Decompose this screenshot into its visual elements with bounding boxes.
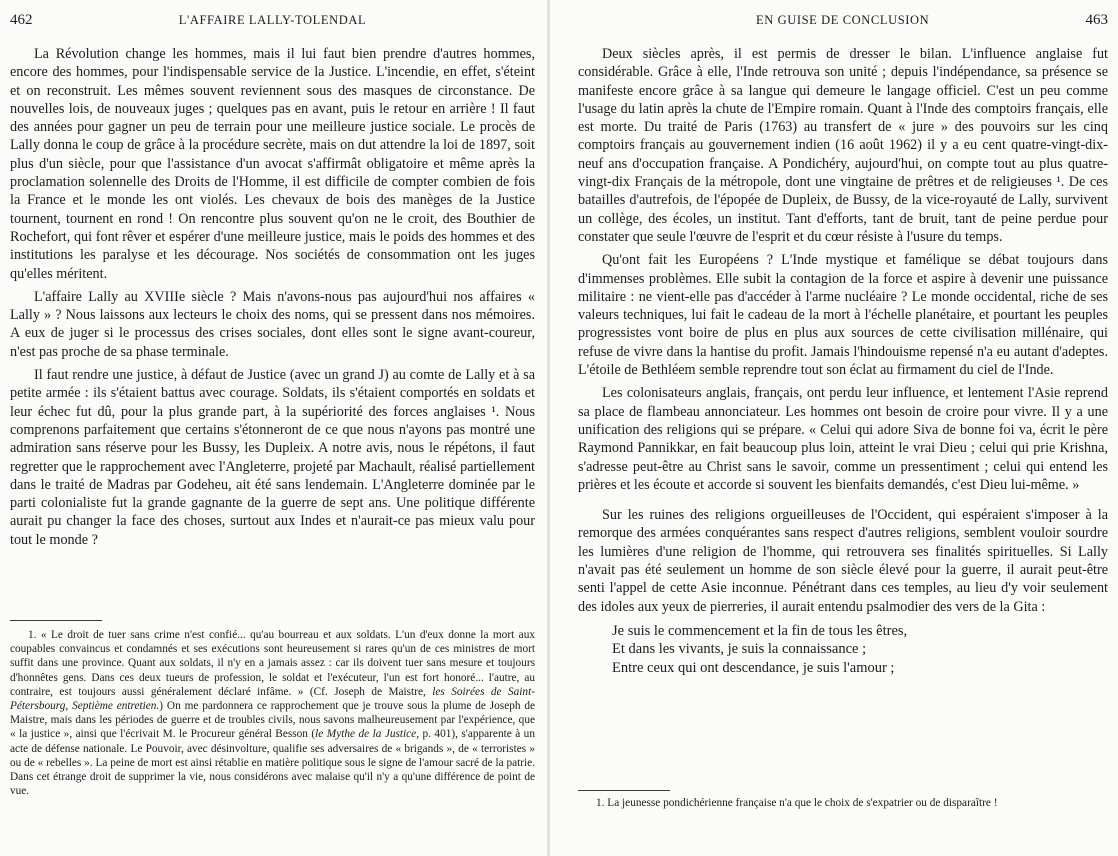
right-paragraph-4: Sur les ruines des religions orgueilleuses de l'Occident, qui espéraient s'imposer à la remorque des armées conquérantes sans respect d'autres religions, semblent vouloir sourdre les lumières d'une religion de l'homme, qui retrouvera ses finalités spirituelles. Si Lally n'avait pas été seulement un homme de son siècle élevé pour la guerre, il aurait peut-être senti l'appel de cette Asie inconnue. Pénétrant dans ces temples, au lieu d'y voir seulement des idoles aux yeux de pierreries, il aurait entendu psalmodier des vers de la Gita : (578, 507, 1108, 615)
right-footnote-text: 1. La jeunesse pondichérienne française n'a que le choix de s'expatrier ou de disparaître ! (596, 797, 998, 809)
gita-verse-line-2: Et dans les vivants, je suis la connaissance ; (612, 641, 867, 658)
right-running-head (578, 10, 1108, 32)
right-body-text (578, 45, 1108, 677)
left-footnote-part-1: 1. « Le droit de tuer sans crime n'est confié... qu'au bourreau et aux soldats. L'un d'eux donne la mort aux coupables convaincus et condamnés et ses exécutions sont heureusement si rares qu'un de ces ministres de mort suffit dans une province. Quant aux soldats, il n'y en a jamais assez : car ils doivent tuer sans mesure et toujours d'honnêtes gens. Dans ces deux tueurs de profession, le soldat et l'exécuteur, l'un est fort honoré... l'autre, au contraire, est toujours aussi généralement déclaré infâme. » (Cf. Joseph de Maistre, (10, 629, 535, 698)
right-page (578, 0, 1108, 856)
right-footnote-rule (578, 790, 670, 791)
right-footnote (578, 796, 1108, 810)
left-paragraph-2: L'affaire Lally au XVIIIe siècle ? Mais n'avons-nous pas aujourd'hui nos affaires « Lally » ? Nous laissons aux lecteurs le choix des noms, qui se pressent dans nos mémoires. A eux de juger si le processus des crises sociales, dont elles sont le signe avant-coureur, n'est pas proche de sa phase terminale. (10, 288, 535, 360)
left-running-head (10, 10, 535, 32)
left-body-text (10, 45, 535, 554)
left-footnote-part-3: , p. 401), s'apparente à un acte de défense nationale. Le Pouvoir, avec désinvolture, qualifie ses adversaires de « brigands », de « terroristes » ou de « rebelles ». La peine de mort est ainsi rétablie en matière politique sous le signe de l'amour sacré de la patrie. Dans cet étrange droit de supprimer la vie, nous considérons avec malaise qu'il n'y a qu'une différence de point de vue. (10, 728, 535, 798)
gita-verse (612, 622, 1108, 677)
book-gutter (547, 0, 550, 856)
gita-verse-line-3: Entre ceux qui ont descendance, je suis l'amour ; (612, 659, 895, 676)
right-paragraph-1: Deux siècles après, il est permis de dresser le bilan. L'influence anglaise fut considérable. Grâce à elle, l'Inde retrouva son unité ; depuis l'indépendance, sa présence se manifeste encore grâce à sa langue qui demeure le langage officiel. C'est un peu comme l'usage du latin après la chute de l'Empire romain. Quant à l'Inde des comptoirs français, elle est morte. Du traité de Paris (1763) au transfert de « jure » des pouvoirs sur les cinq comptoirs français au gouvernement indien (16 août 1962) il y a eu cent quatre-vingt-dix-neuf ans d'occupation française. A Pondichéry, aujourd'hui, on compte tout au plus quatre-vingt-dix Français de la métropole, dont une vingtaine de prêtres et de religieuses ¹. De ces batailles d'autrefois, de l'épopée de Dupleix, de Bussy, de la vice-royauté de Lally, survivent un collège, des écoles, un institut. Tant d'efforts, tant de bruit, tant de peine perdue pour constater que seule l'œuvre de l'esprit et du cœur résiste à l'usure du temps. (578, 46, 1108, 245)
left-page (10, 0, 535, 856)
right-running-title: EN GUISE DE CONCLUSION (756, 13, 930, 27)
left-footnote-rule (10, 620, 102, 621)
left-footnote (10, 628, 535, 798)
left-paragraph-1: La Révolution change les hommes, mais il lui faut bien prendre d'autres hommes, encore des hommes, pour l'indispensable service de la Justice. L'incendie, en effet, s'éteint et on reconstruit. Les mêmes souvent reviennent sous des masques de circonstance. De nouvelles lois, de nouveaux juges ; quelques pas en avant, puis le retour en arrière ! Il faut des années pour gagner un peu de terrain pour une meilleure justice sociale. Le procès de Lally donna le coup de grâce à la procédure secrète, mais on dut attendre la loi de 1897, soit plus d'un siècle, pour que l'assistance d'un avocat s'affirmât obligatoire et même après la proclamation solennelle des Droits de l'Homme, il est difficile de compter combien de fois la France et le monde les ont violés. Les chevaux de bois des manèges de la Justice tournent, tournent en rond ! On rencontre plus souvent qu'on ne le croit, des Bouthier de Rochefort, qui font rêver et espérer d'une meilleure justice, mais le poids des hommes et des institutions les paralyse et les décourage. Nos sociétés de consommation ont les juges qu'elles méritent. (10, 46, 535, 282)
right-paragraph-2: Qu'ont fait les Européens ? L'Inde mystique et famélique se débat toujours dans d'immenses problèmes. Elle subit la contagion de la force et aspire à devenir une puissance militaire : ne vient-elle pas d'accéder à l'arme nucléaire ? Le monde occidental, riche de ses valeurs techniques, lui fait le cadeau de la mort à l'échelle planétaire, et pourtant les peuples progressistes vont boire de plus en plus aux sources de cette civilisation millénaire, qui refuse de vivre dans la hantise du profit. Jamais l'hindouisme repensé n'a eu autant d'adeptes. L'étoile de Bethléem semble reprendre tout son éclat au firmament du ciel de l'Inde. (578, 252, 1108, 379)
left-footnote-italic-title-2: le Mythe de la Justice (315, 728, 417, 741)
left-paragraph-3: Il faut rendre une justice, à défaut de Justice (avec un grand J) au comte de Lally et à sa petite armée : ils s'étaient battus avec courage. Soldats, ils s'étaient comportés en soldats et leur échec fut dû, pour la plus grande part, à la supériorité des forces anglaises ¹. Nous comprenons parfaitement que certains s'étonneront de ce que nous n'ayons pas montré une admiration sans réserve pour les Bussy, les Dupleix. A notre avis, nous le répétons, il faut regretter que le rapprochement avec l'Angleterre, projeté par Machault, réalisé partiellement dans le traité de Madras par Godeheu, ait été sans lendemain. L'Angleterre dominée par le parti colonialiste fut la grande gagnante de la guerre de sept ans. Une politique différente aurait pu changer la face des choses, surtout aux Indes et n'aurait-ce pas mieux valu pour tout le monde ? (10, 367, 535, 548)
left-page-number: 462 (10, 12, 33, 28)
left-footnote-italic-title-1: les Soirées de Saint-Pétersbourg, Septième entretien. (10, 685, 535, 713)
right-page-number: 463 (1085, 12, 1108, 28)
gita-verse-line-1: Je suis le commencement et la fin de tous les êtres, (612, 622, 908, 639)
left-running-title: L'AFFAIRE LALLY-TOLENDAL (178, 13, 367, 27)
left-footnote-part-2: ) On me pardonnera ce rapprochement que je trouve sous la plume de Joseph de Maistre, mais dans les périodes de guerre et de troubles civils, nous savons malheureusement par l'expérience, que « la justice », ainsi que l'écrivait M. le Procureur général Besson ( (10, 700, 535, 741)
right-paragraph-3: Les colonisateurs anglais, français, ont perdu leur influence, et lentement l'Asie reprend sa place de flambeau annonciateur. Les hommes ont besoin de croire pour vivre. Il y a une unification des religions qui se prépare. « Celui qui adore Siva de bonne foi va, écrit le père Raymond Pannikkar, en fait beaucoup plus loin, atteint le vrai Dieu ; celui qui prie Krishna, s'adresse peut-être au Christ sans le savoir, comme un pressentiment ; celui qui entend les prières et les écoute et accorde si souvent les bienfaits demandés, c'est Dieu lui-même. » (578, 385, 1108, 493)
